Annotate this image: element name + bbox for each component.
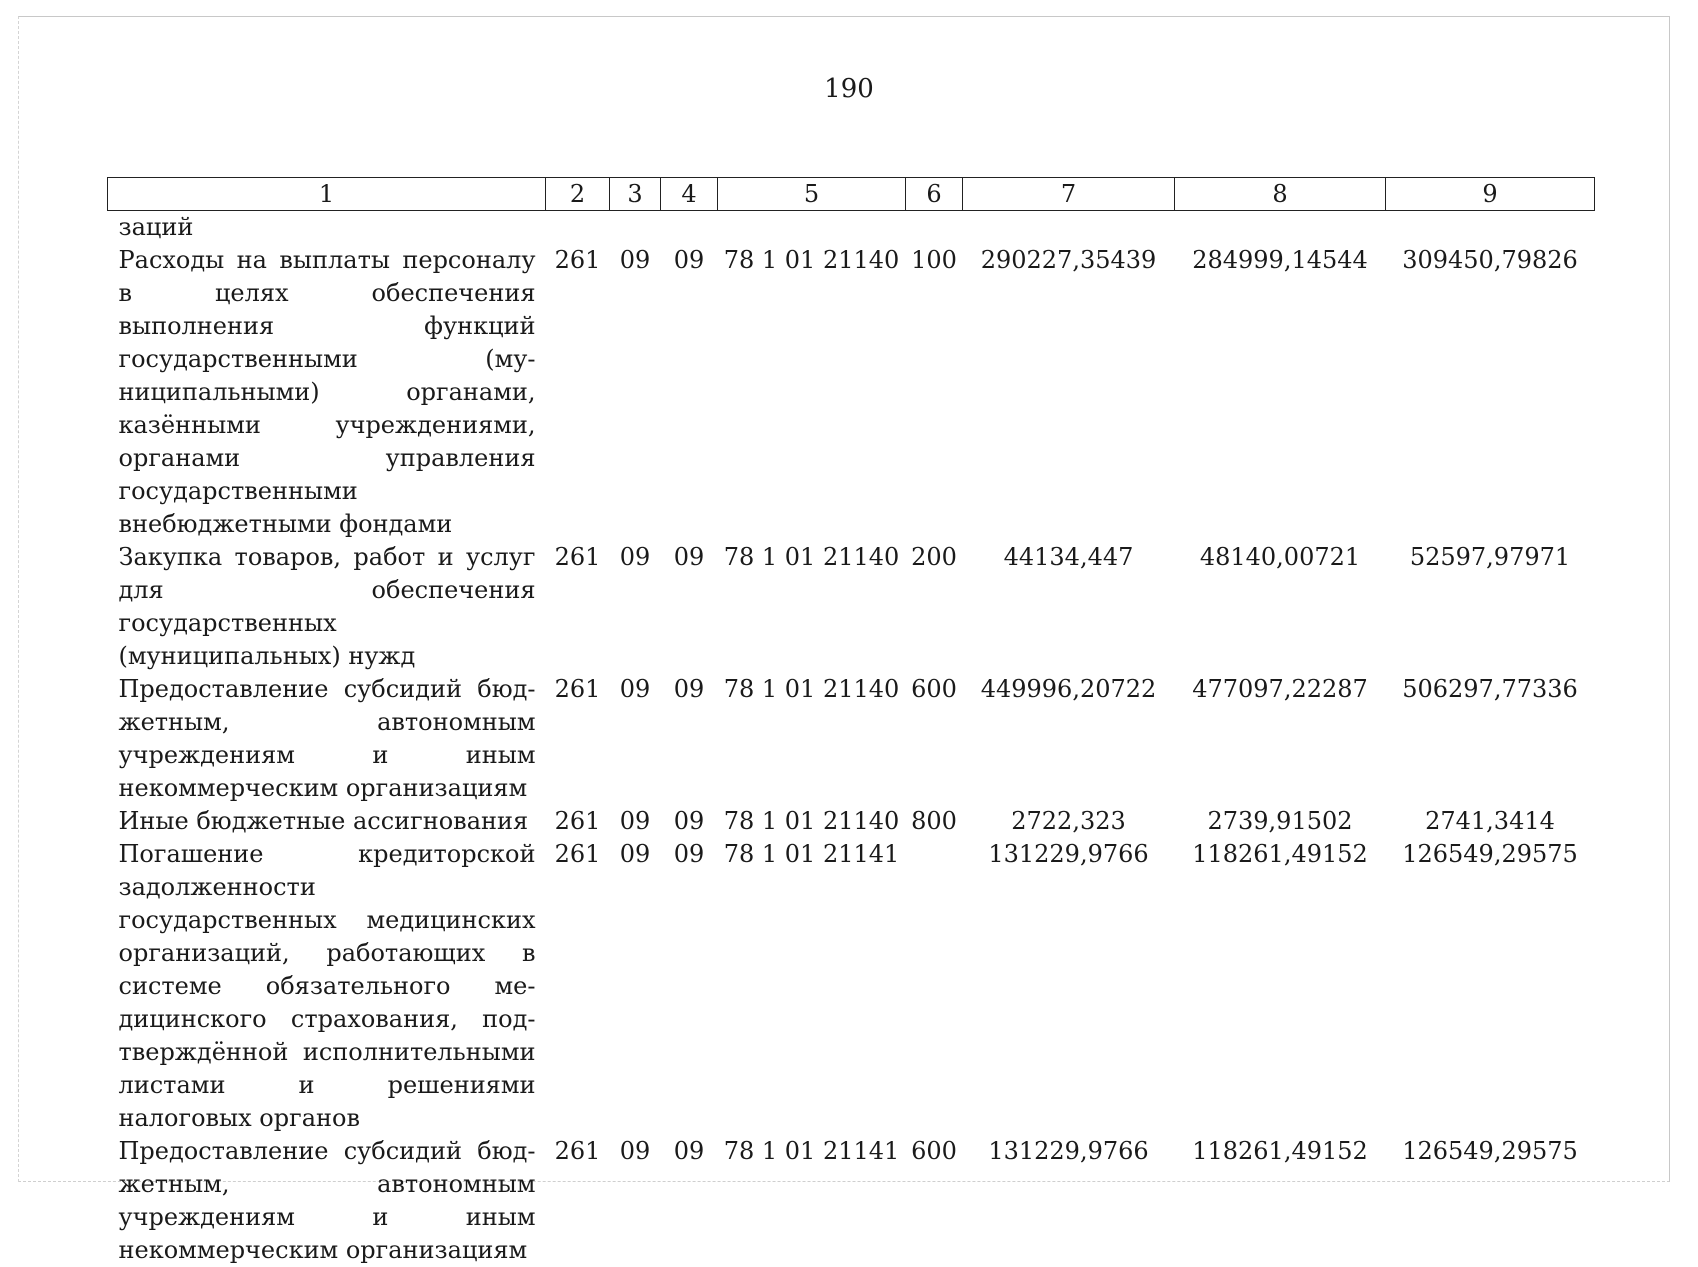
row-col-7 [963, 211, 1175, 245]
table-body [108, 211, 1595, 1267]
row-col-8: 477097,22287 [1175, 673, 1386, 805]
row-col-6: 200 [906, 541, 963, 673]
row-col-3: 09 [610, 805, 661, 838]
table-row [108, 805, 1595, 838]
header-col-9: 9 [1386, 178, 1595, 211]
row-col-5: 78 1 01 21141 [718, 1135, 906, 1267]
table-row [108, 211, 1595, 245]
row-col-7: 290227,35439 [963, 244, 1175, 541]
row-col-7: 131229,9766 [963, 838, 1175, 1135]
row-col-8: 48140,00721 [1175, 541, 1386, 673]
row-col-4: 09 [661, 838, 718, 1135]
row-col-3: 09 [610, 838, 661, 1135]
table-row [108, 541, 1595, 673]
table-row [108, 244, 1595, 541]
row-col-3 [610, 211, 661, 245]
row-col-9: 309450,79826 [1386, 244, 1595, 541]
row-col-3: 09 [610, 1135, 661, 1267]
page-number: 190 [0, 74, 1698, 104]
row-col-8: 118261,49152 [1175, 1135, 1386, 1267]
row-col-4: 09 [661, 805, 718, 838]
row-col-2: 261 [546, 805, 610, 838]
header-col-2: 2 [546, 178, 610, 211]
row-col-7: 44134,447 [963, 541, 1175, 673]
row-col-6 [906, 838, 963, 1135]
row-col-5 [718, 211, 906, 245]
row-col-5: 78 1 01 21141 [718, 838, 906, 1135]
row-col-8: 2739,91502 [1175, 805, 1386, 838]
header-col-4: 4 [661, 178, 718, 211]
row-col-9: 52597,97971 [1386, 541, 1595, 673]
row-col-6: 100 [906, 244, 963, 541]
header-col-8: 8 [1175, 178, 1386, 211]
row-col-3: 09 [610, 541, 661, 673]
row-col-8 [1175, 211, 1386, 245]
row-col-2: 261 [546, 1135, 610, 1267]
row-col-8: 284999,14544 [1175, 244, 1386, 541]
row-col-6: 800 [906, 805, 963, 838]
row-col-2: 261 [546, 541, 610, 673]
row-col-9: 2741,3414 [1386, 805, 1595, 838]
row-col-2: 261 [546, 244, 610, 541]
row-col-2 [546, 211, 610, 245]
header-col-7: 7 [963, 178, 1175, 211]
row-col-5: 78 1 01 21140 [718, 541, 906, 673]
row-name: Расходы на выплаты персоналу в целях обеспечения выполнения функций государственными (муниципальными) органами, казёнными учреждениями, органами управления государственными внебюджетными фондами [108, 244, 546, 541]
row-name: Предоставление субсидий бюджетным, автономным учреждениям и иным некоммерческим организациям [108, 1135, 546, 1267]
row-col-9 [1386, 211, 1595, 245]
row-col-9: 506297,77336 [1386, 673, 1595, 805]
header-col-5: 5 [718, 178, 906, 211]
row-col-6: 600 [906, 673, 963, 805]
table-row [108, 1135, 1595, 1267]
row-col-5: 78 1 01 21140 [718, 244, 906, 541]
row-col-4: 09 [661, 673, 718, 805]
row-col-4: 09 [661, 541, 718, 673]
header-col-6: 6 [906, 178, 963, 211]
row-col-4: 09 [661, 1135, 718, 1267]
row-col-7: 449996,20722 [963, 673, 1175, 805]
table-header [108, 178, 1595, 211]
row-name: заций [108, 211, 546, 245]
row-col-2: 261 [546, 673, 610, 805]
table-row [108, 673, 1595, 805]
row-col-5: 78 1 01 21140 [718, 805, 906, 838]
row-name: Погашение кредиторской задолженности государственных медицинских организаций, работающих в системе обязательного медицинского страхования, подтверждённой исполнительными листами и решениями налоговых органов [108, 838, 546, 1135]
row-col-2: 261 [546, 838, 610, 1135]
row-col-6 [906, 211, 963, 245]
row-col-8: 118261,49152 [1175, 838, 1386, 1135]
row-col-3: 09 [610, 244, 661, 541]
row-name: Иные бюджетные ассигнования [108, 805, 546, 838]
row-name: Закупка товаров, работ и услуг для обеспечения государственных (муниципальных) нужд [108, 541, 546, 673]
row-name: Предоставление субсидий бюджетным, автономным учреждениям и иным некоммерческим организациям [108, 673, 546, 805]
row-col-3: 09 [610, 673, 661, 805]
budget-table [107, 177, 1595, 1267]
row-col-5: 78 1 01 21140 [718, 673, 906, 805]
row-col-4: 09 [661, 244, 718, 541]
header-col-1: 1 [108, 178, 546, 211]
header-col-3: 3 [610, 178, 661, 211]
header-row [108, 178, 1595, 211]
table-row [108, 838, 1595, 1135]
row-col-9: 126549,29575 [1386, 838, 1595, 1135]
row-col-7: 131229,9766 [963, 1135, 1175, 1267]
row-col-4 [661, 211, 718, 245]
row-col-6: 600 [906, 1135, 963, 1267]
row-col-9: 126549,29575 [1386, 1135, 1595, 1267]
row-col-7: 2722,323 [963, 805, 1175, 838]
